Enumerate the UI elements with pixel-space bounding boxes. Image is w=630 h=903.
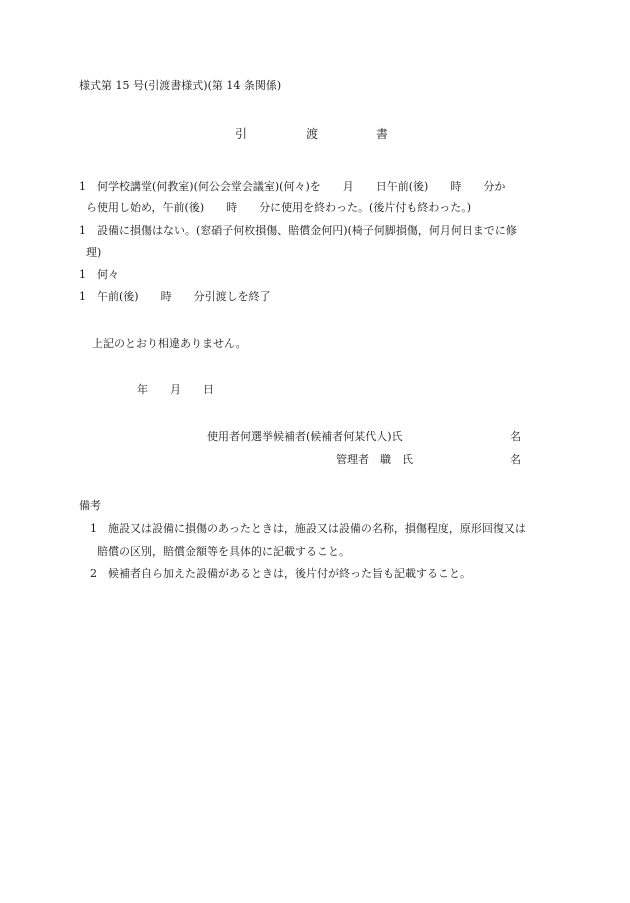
item-2-line-1: 1 設備に損傷はない。(窓硝子何枚損傷、賠償金何円)(椅子何脚損傷，何月何日までに修	[79, 224, 517, 237]
title-char-2: 渡	[306, 127, 319, 141]
item-1-line-2: ら使用し始め，午前(後) 時 分に使用を終わった。(後片付も終わった。)	[86, 201, 472, 214]
item-1-line-1: 1 何学校講堂(何教室)(何公会堂会議室)(何々)を 月 日午前(後) 時 分か	[79, 180, 506, 193]
date-line: 年 月 日	[137, 383, 214, 396]
form-header: 様式第 15 号(引渡書様式)(第 14 条関係)	[79, 79, 282, 92]
manager-signature-suffix: 名	[510, 453, 521, 466]
confirmation-text: 上記のとおり相違ありません。	[92, 337, 247, 350]
manager-signature-label: 管理者 職 氏	[336, 453, 413, 466]
item-3: 1 何々	[79, 268, 119, 281]
title-char-1: 引	[235, 127, 248, 141]
remark-1-line-1: 1 施設又は設備に損傷のあったときは，施設又は設備の名称，損傷程度，原形回復又は	[90, 522, 526, 535]
remark-2: 2 候補者自ら加えた設備があるときは，後片付が終った旨も記載すること。	[90, 567, 471, 580]
title-char-3: 書	[376, 127, 389, 141]
user-signature-suffix: 名	[510, 430, 521, 443]
item-4: 1 午前(後) 時 分引渡しを終了	[79, 290, 271, 303]
remarks-heading: 備考	[79, 499, 101, 512]
user-signature-label: 使用者何選挙候補者(候補者何某代人)氏	[207, 430, 403, 443]
item-2-line-2: 理)	[86, 246, 102, 259]
remark-1-line-2: 賠償の区別，賠償金額等を具体的に記載すること。	[97, 545, 350, 558]
